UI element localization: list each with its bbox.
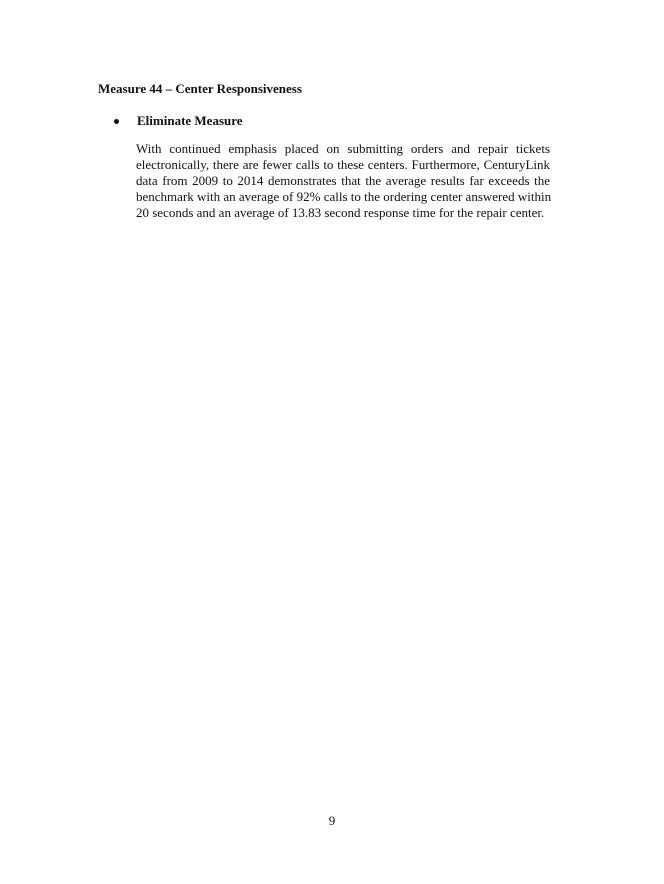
paragraph-line: benchmark with an average of 92% calls to the ordering center answered within xyxy=(136,189,552,204)
bullet-dot-icon xyxy=(114,119,119,124)
bullet-item xyxy=(114,113,243,129)
paragraph-line: 20 seconds and an average of 13.83 second response time for the repair center. xyxy=(136,205,545,220)
bullet-label: Eliminate Measure xyxy=(137,113,243,128)
paragraph-line: data from 2009 to 2014 demonstrates that the average results far exceeds the xyxy=(136,173,550,188)
body-paragraph xyxy=(136,141,550,221)
section-heading: Measure 44 – Center Responsiveness xyxy=(98,81,302,96)
paragraph-line: electronically, there are fewer calls to these centers. Furthermore, CenturyLink xyxy=(136,157,550,172)
page-number: 9 xyxy=(328,813,336,828)
paragraph-line: With continued emphasis placed on submitting orders and repair tickets xyxy=(136,141,550,156)
